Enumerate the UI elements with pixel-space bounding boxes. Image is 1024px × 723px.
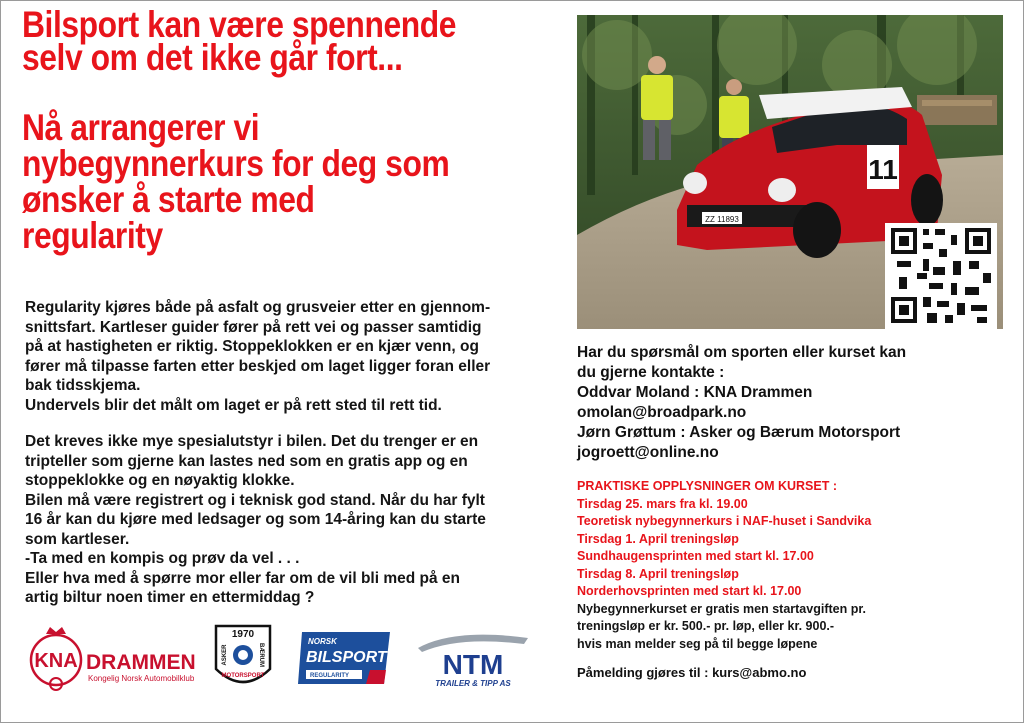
text-line: på at hastigheten er riktig. Stoppeklokken er en kjær venn, og (25, 338, 479, 355)
schedule-line: Tirsdag 25. mars fra kl. 19.00 (577, 496, 748, 511)
kna-subtitle: Kongelig Norsk Automobilklub (88, 674, 195, 683)
headline-secondary (22, 107, 572, 256)
headline-line: nybegynnerkurs for deg som (22, 143, 450, 184)
norsk-bilsport-logo (296, 630, 392, 686)
fee-line: treningsløp er kr. 500.- pr. løp, eller kr. 900.- (577, 619, 835, 633)
nb-main: BILSPORT (306, 649, 387, 666)
ntm-main: NTM (442, 649, 504, 680)
practical-title: PRAKTISKE OPPLYSNINGER OM KURSET : (577, 479, 837, 493)
text-line: Det kreves ikke mye spesialutstyr i bilen. Det du trenger er en (25, 433, 479, 450)
kna-name: DRAMMEN (86, 651, 196, 674)
headline-line: ønsker å starte med (22, 179, 315, 220)
schedule-line: Sundhaugensprinten med start kl. 17.00 (577, 549, 814, 563)
fee-line: Nybegynnerkurset er gratis men startavgiften pr. (577, 601, 866, 616)
abmo-right: BÆRUM (258, 643, 264, 667)
contact-email[interactable]: jogroett@online.no (577, 444, 719, 461)
text-line: som kartleser. (25, 530, 130, 548)
headline-line: selv om det ikke går fort... (22, 37, 403, 78)
text-line: Regularity kjøres både på asfalt og grusveier etter en gjennom- (25, 299, 491, 316)
schedule-line: Teoretisk nybegynnerkurs i NAF-huset i Sandvika (577, 514, 872, 528)
text-line: artig biltur noen timer en ettermiddag ? (25, 589, 315, 606)
headline-line: Nå arrangerer vi (22, 107, 260, 148)
abmo-bottom: MOTORSPORT (221, 673, 265, 679)
text-line: Eller hva med å spørre mor eller far om de vil bli med på en (25, 569, 461, 587)
ntm-sub: TRAILER & TIPP AS (435, 679, 511, 688)
contact-line: Har du spørsmål om sporten eller kurset kan (577, 344, 907, 361)
nb-top: NORSK (308, 637, 337, 646)
schedule-line: Tirsdag 8. April treningsløp (577, 566, 739, 581)
text-line: stoppeklokke og en nøyaktig klokke. (25, 472, 295, 489)
text-line: Undervels blir det målt om laget er på rett sted til rett tid. (25, 396, 442, 414)
abmo-logo (212, 623, 274, 695)
text-line: tripteller som gjerne kan lastes ned som en gratis app og en (25, 452, 468, 470)
text-line: bak tidsskjema. (25, 377, 141, 394)
signup-line: Påmelding gjøres til : kurs@abmo.no (577, 665, 807, 680)
nb-sub: REGULARITY (310, 673, 349, 679)
intro-paragraph (25, 298, 565, 415)
schedule-line: Norderhovsprinten med start kl. 17.00 (577, 584, 802, 598)
abmo-year: 1970 (231, 629, 255, 640)
fee-line: hvis man melder seg på til begge løpene (577, 636, 818, 651)
contact-name: Jørn Grøttum : Asker og Bærum Motorsport (577, 424, 901, 441)
kna-drammen-logo (28, 622, 198, 694)
contact-section (577, 343, 997, 463)
text-line: fører må tilpasse farten etter beskjed om laget ligger foran eller (25, 357, 491, 375)
car-number: 11 (868, 154, 898, 185)
abmo-left: ASKER (222, 644, 228, 666)
text-line: 16 år kan du kjøre med ledsager og som 14-åring kan du starte (25, 511, 486, 528)
contact-line: du gjerne kontakte : (577, 364, 725, 381)
headline-line: regularity (22, 215, 163, 256)
equipment-paragraph (25, 432, 570, 608)
rally-photo (577, 15, 1003, 329)
schedule-line: Tirsdag 1. April treningsløp (577, 531, 739, 546)
contact-name: Oddvar Moland : KNA Drammen (577, 384, 813, 401)
text-line: Bilen må være registrert og i teknisk god stand. Når du har fylt (25, 491, 485, 509)
ntm-logo (414, 628, 532, 690)
rally-photo-illustration (577, 15, 1003, 329)
headline-line: Bilsport kan være spennende (22, 4, 457, 45)
license-plate: ZZ 11893 (705, 215, 739, 224)
text-line: -Ta med en kompis og prøv da vel . . . (25, 550, 300, 567)
headline-primary (22, 4, 572, 78)
kna-abbr: KNA (34, 650, 78, 672)
text-line: snittsfart. Kartleser guider fører på rett vei og passer samtidig (25, 318, 482, 336)
practical-info (577, 478, 997, 653)
contact-email[interactable]: omolan@broadpark.no (577, 404, 747, 421)
